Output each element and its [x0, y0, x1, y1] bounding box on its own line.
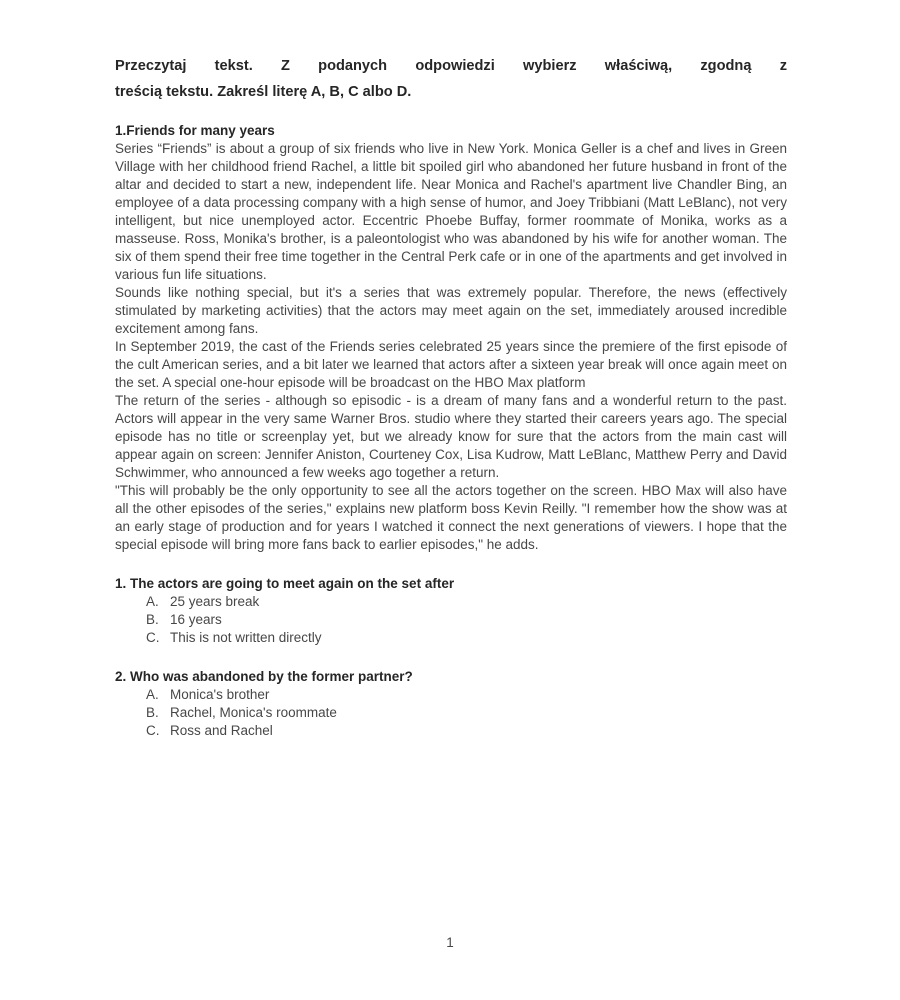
question-1-option-c-letter: C.: [146, 630, 160, 645]
question-2-option-a-text: Monica's brother: [170, 687, 270, 702]
question-1-text: 1. The actors are going to meet again on the set after: [115, 576, 455, 591]
question-1-option-a: [115, 593, 787, 611]
question-2-option-b-text: Rachel, Monica's roommate: [170, 705, 337, 720]
question-2-option-a-letter: A.: [146, 687, 159, 702]
article-paragraph-4: The return of the series - although so episodic - is a dream of many fans and a wonderful return to the past. Actors will appear in the very same Warner Bros. studio where they started their careers years ago. The special episode has no title or screenplay yet, but we already know for sure that the actors from the main cast will appear again on screen: Jennifer Aniston, Courteney Cox, Lisa Kudrow, Matt LeBlanc, Matthew Perry and David Schwimmer, who announced a few weeks ago together a return.: [115, 393, 787, 480]
question-1-option-a-letter: A.: [146, 594, 159, 609]
article-title: 1.Friends for many years: [115, 123, 275, 138]
question-2-option-c-text: Ross and Rachel: [170, 723, 273, 738]
question-1-option-b-letter: B.: [146, 612, 159, 627]
question-2-text: 2. Who was abandoned by the former partner?: [115, 669, 413, 684]
question-2: [115, 668, 787, 740]
question-1: [115, 575, 787, 647]
question-1-option-c-text: This is not written directly: [170, 630, 322, 645]
question-1-option-b: [115, 611, 787, 629]
article-paragraph-1: Series “Friends” is about a group of six friends who live in New York. Monica Geller is a chef and lives in Green Village with her childhood friend Rachel, a little bit spoiled girl who abandoned her future husband in front of the altar and decided to start a new, independent life. Near Monica and Rachel's apartment live Chandler Bing, an employee of a data processing company with a high sense of humor, and Joey Tribbiani (Matt LeBlanc), not very intelligent, but nice unemployed actor. Eccentric Phoebe Buffay, former roommate of Monika, works as a masseuse. Ross, Monika's brother, is a paleontologist who was abandoned by his wife for another woman. The six of them spend their free time together in the Central Perk cafe or in one of the apartments and get involved in various fun life situations.: [115, 141, 787, 282]
question-2-option-a: [115, 686, 787, 704]
page-number: 1: [446, 935, 454, 950]
instruction-line-2: treścią tekstu. Zakreśl literę A, B, C albo D.: [115, 84, 412, 100]
question-1-option-a-text: 25 years break: [170, 594, 260, 609]
question-2-option-b-letter: B.: [146, 705, 159, 720]
article-paragraph-5: "This will probably be the only opportunity to see all the actors together on the screen. HBO Max will also have all the other episodes of the series," explains new platform boss Kevin Reilly. "I remember how the show was at an early stage of production and for years I watched it connect the next generations of viewers. I hope that the special episode will bring more fans back to earlier episodes," he adds.: [115, 483, 787, 552]
question-2-option-b: [115, 704, 787, 722]
instruction-line-1: Przeczytaj tekst. Z podanych odpowiedzi wybierz właściwą, zgodną z: [115, 58, 787, 74]
question-1-option-c: [115, 629, 787, 647]
article-paragraph-3: In September 2019, the cast of the Friends series celebrated 25 years since the premiere of the first episode of the cult American series, and a bit later we learned that actors after a sixteen year break will once again meet on the set. A special one-hour episode will be broadcast on the HBO Max platform: [115, 339, 787, 390]
article-paragraph-2: Sounds like nothing special, but it's a series that was extremely popular. Therefore, the news (effectively stimulated by marketing activities) that the actors may meet again on the set, immediately aroused incredible excitement among fans.: [115, 285, 787, 336]
question-2-option-c: [115, 722, 787, 740]
worksheet-content: [115, 53, 787, 740]
question-2-option-c-letter: C.: [146, 723, 160, 738]
question-1-option-b-text: 16 years: [170, 612, 222, 627]
